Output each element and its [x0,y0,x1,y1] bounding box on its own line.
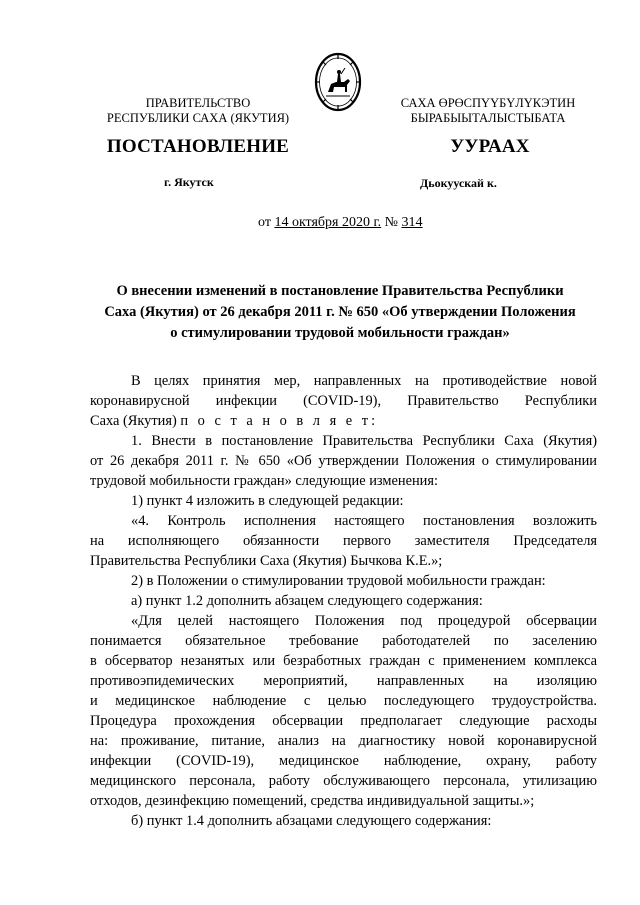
body-line: инфекции (COVID-19), медицинское наблюдение, охрану, работу [90,753,597,769]
body-line [90,411,597,431]
title-line: Саха (Якутия) от 26 декабря 2011 г. № 650 «Об утверждении Положения [104,304,576,320]
doc-type-sakha: УУРААХ [450,136,530,157]
government-label-sakha: САХА ӨРӨСПҮҮБҮЛҮКЭТИН [400,96,576,110]
body-line: а) пункт 1.2 дополнить абзацем следующего содержания: [131,593,483,609]
government-label-ru: ПРАВИТЕЛЬСТВО [145,96,251,110]
header-left-block [100,96,296,126]
body-line-part: Саха (Якутия) [90,413,177,429]
body-line: трудовой мобильности граждан» следующие изменения: [90,473,438,489]
number-sign: № [384,215,399,230]
body-line: коронавирусной инфекции (COVID-19), Правительство Республики [90,393,597,409]
body-line: 2) в Положении о стимулировании трудовой мобильности граждан: [131,573,546,589]
header-right-block [390,96,586,126]
body-line: 1) пункт 4 изложить в следующей редакции: [131,493,404,509]
body-line: «Для целей настоящего Положения под процедурой обсервации [131,613,597,629]
city-ru: г. Якутск [164,175,214,189]
decree-keyword: п о с т а н о в л я е т: [180,413,379,429]
body-line: Правительства Республики Саха (Якутия) Бычкова К.Е.»; [90,553,443,569]
body-line: и медицинское наблюдение с целью последующего трудоустройства. [90,693,597,709]
body-line: Процедура прохождения обсервации предполагает следующие расходы [90,713,597,729]
body-line: отходов, дезинфекцию помещений, средства индивидуальной защиты.»; [90,793,535,809]
republic-label-ru: РЕСПУБЛИКИ САХА (ЯКУТИЯ) [106,111,290,125]
coat-of-arms-emblem [314,52,362,112]
body-line: медицинского персонала, работу обслуживающего персонала, утилизацию [90,773,597,789]
city-sakha: Дьокуускай к. [420,176,497,190]
body-line: в обсерватор незанятых или безработных граждан с применением комплекса [90,653,597,669]
body-line: 1. Внести в постановление Правительства Республики Саха (Якутия) [131,433,597,449]
body-line: В целях принятия мер, направленных на противодействие новой [131,373,597,389]
republic-label-sakha: БЫРАБЫЫТАЛЫСТЫБАТА [410,111,566,125]
body-line: от 26 декабря 2011 г. № 650 «Об утверждении Положения о стимулировании [90,453,597,469]
title-line: о стимулировании трудовой мобильности граждан» [170,325,510,341]
body-line: б) пункт 1.4 дополнить абзацами следующего содержания: [131,813,492,829]
body-line: «4. Контроль исполнения настоящего постановления возложить [131,513,597,529]
title-line: О внесении изменений в постановление Правительства Республики [116,283,564,299]
document-number: 314 [401,215,423,230]
body-line: понимается обязательное требование работодателей по заселению [90,633,597,649]
document-date: 14 октября 2020 г. [274,215,382,230]
doc-type-ru: ПОСТАНОВЛЕНИЕ [106,136,290,157]
body-line: на исполняющего обязанности первого заместителя Председателя [90,533,597,549]
document-number-line [258,215,423,231]
body-line: противоэпидемических мероприятий, направленных на изоляцию [90,673,597,689]
date-prefix: от [258,215,271,230]
document-title [70,281,610,344]
body-line: на: проживание, питание, анализ на диагностику новой коронавирусной [90,733,597,749]
